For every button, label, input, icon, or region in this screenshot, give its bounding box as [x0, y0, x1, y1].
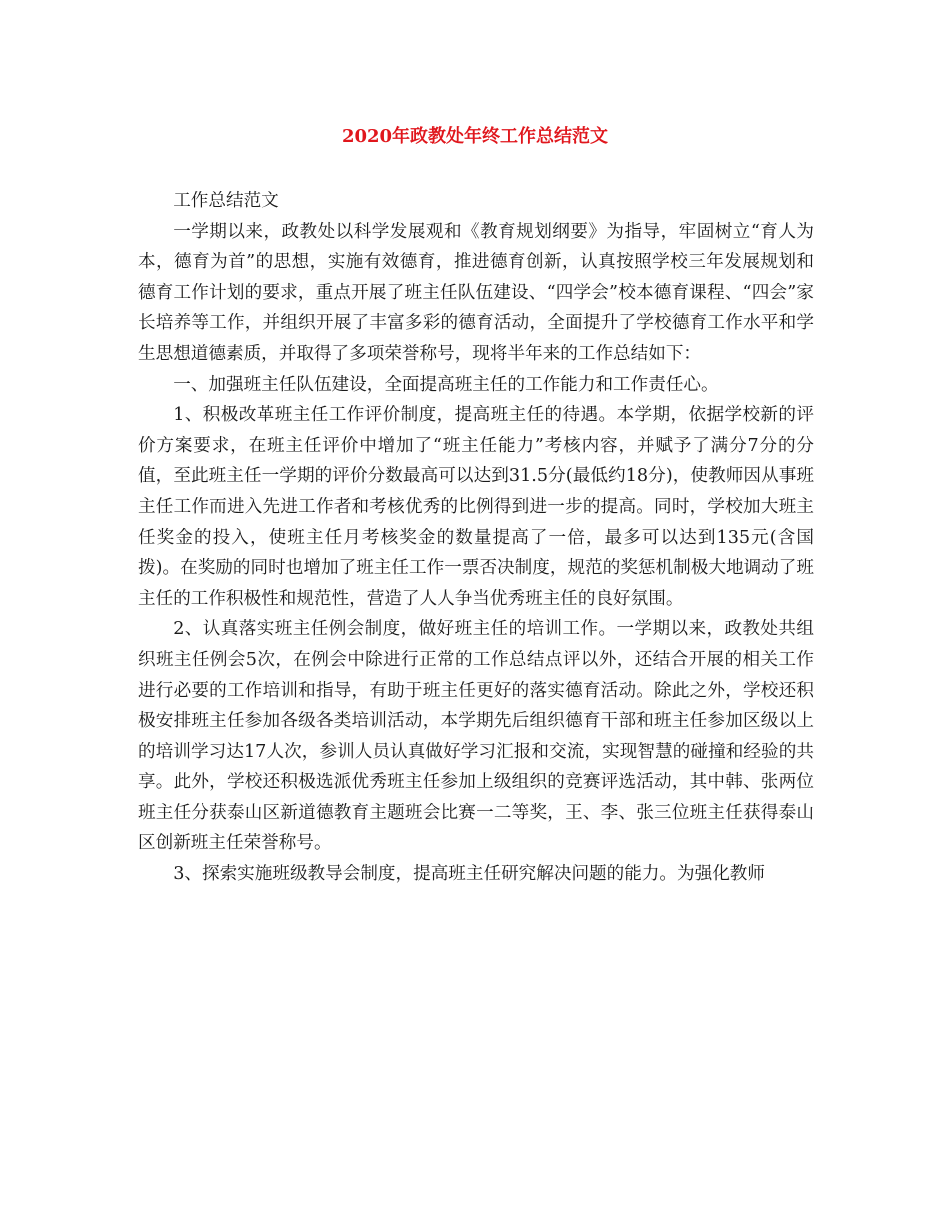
- paragraph-intro: 一学期以来，政教处以科学发展观和《教育规划纲要》为指导，牢固树立“育人为本，德育为首”的思想，实施有效德育，推进德育创新，认真按照学校三年发展规划和德育工作计划的要求，重点开展了班主任队伍建设、“四学会”校本德育课程、“四会”家长培养等工作，并组织开展了丰富多彩的德育活动，全面提升了学校德育工作水平和学生思想道德素质，并取得了多项荣誉称号，现将半年来的工作总结如下：: [138, 221, 814, 364]
- document-title: 2020年政教处年终工作总结范文: [341, 126, 609, 147]
- paragraph-item-2: 2、认真落实班主任例会制度，做好班主任的培训工作。一学期以来，政教处共组织班主任例会5次，在例会中除进行正常的工作总结点评以外，还结合开展的相关工作进行必要的工作培训和指导，有助于班主任更好的落实德育活动。除此之外，学校还积极安排班主任参加各级各类培训活动，本学期先后组织德育干部和班主任参加区级以上的培训学习达17人次，参训人员认真做好学习汇报和交流，实现智慧的碰撞和经验的共享。此外，学校还积极选派优秀班主任参加上级组织的竞赛评选活动，其中韩、张两位班主任分获泰山区新道德教育主题班会比赛一二等奖，王、李、张三位班主任获得泰山区创新班主任荣誉称号。: [138, 619, 814, 854]
- document-body: [138, 186, 814, 890]
- paragraph-item-1: 1、积极改革班主任工作评价制度，提高班主任的待遇。本学期，依据学校新的评价方案要求，在班主任评价中增加了“班主任能力”考核内容，并赋予了满分7分的分值，至此班主任一学期的评价分数最高可以达到31.5分(最低约18分)，使教师因从事班主任工作而进入先进工作者和考核优秀的比例得到进一步的提高。同时，学校加大班主任奖金的投入，使班主任月考核奖金的数量提高了一倍，最多可以达到135元(含国拨)。在奖励的同时也增加了班主任工作一票否决制度，规范的奖惩机制极大地调动了班主任的工作积极性和规范性，营造了人人争当优秀班主任的良好氛围。: [138, 405, 814, 609]
- paragraph-subtitle: 工作总结范文: [173, 191, 279, 211]
- paragraph-section-1-heading: 一、加强班主任队伍建设，全面提高班主任的工作能力和工作责任心。: [173, 374, 719, 395]
- paragraph-item-3: 3、探索实施班级教导会制度，提高班主任研究解决问题的能力。为强化教师: [173, 864, 765, 885]
